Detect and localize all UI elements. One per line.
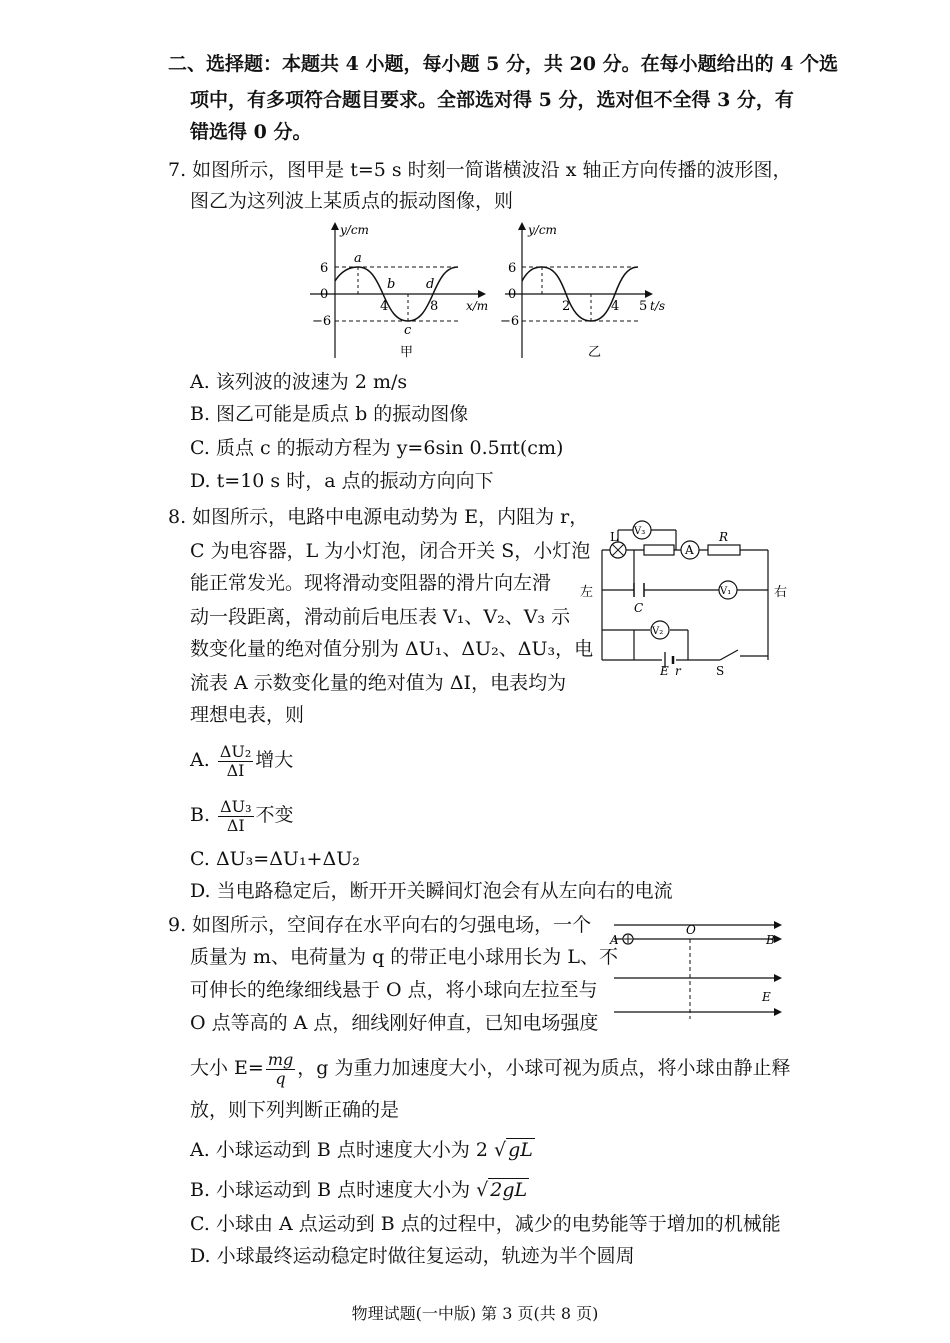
q7-option-b: B. 图乙可能是质点 b 的振动图像 (190, 403, 469, 425)
circuit-label-C: C (634, 601, 644, 615)
q7-vibration-figure (490, 218, 680, 363)
section-header-line3: 错选得 0 分。 (190, 121, 312, 143)
section-header-line1: 二、选择题：本题共 4 小题，每小题 5 分，共 20 分。在每小题给出的 4 个选 (168, 53, 839, 75)
q7b-xtick-2: 2 (562, 299, 571, 314)
q7a-point-d: d (426, 277, 435, 292)
q7a-ytick-6: 6 (320, 261, 329, 276)
q8-stem-line4: 动一段距离，滑动前后电压表 V₁、V₂、V₃ 示 (190, 606, 571, 628)
q7-option-a: A. 该列波的波速为 2 m/s (190, 371, 408, 393)
q7a-point-a: a (354, 251, 362, 266)
q7a-point-b: b (387, 277, 396, 292)
q8-stem-line5: 数变化量的绝对值分别为 ΔU₁、ΔU₂、ΔU₃，电 (190, 638, 594, 660)
q7a-caption: 甲 (400, 345, 414, 360)
q7-stem-line2: 图乙为这列波上某质点的振动图像，则 (190, 190, 514, 212)
q7a-xtick-4: 4 (380, 299, 389, 314)
q8-stem-line3: 能正常发光。现将滑动变阻器的滑片向左滑 (190, 572, 552, 594)
circuit-label-V1: V₁ (720, 586, 732, 597)
q8-option-b: B. $\frac{\text{ΔU₃}}{\Delta I}$ 不变 (190, 796, 294, 835)
q9-option-a: A. 小球运动到 B 点时速度大小为 2 √ gL (190, 1139, 533, 1161)
q9-label-A: A (610, 933, 619, 947)
q7b-xtick-4: 4 (611, 299, 620, 314)
circuit-label-L: L (610, 530, 618, 544)
q8-option-a: A. $\frac{\text{ΔU₂}}{\Delta I}$ 增大 (190, 741, 294, 780)
circuit-label-E: E (660, 664, 669, 678)
q9-option-d: D. 小球最终运动稳定时做往复运动，轨迹为半个圆周 (190, 1245, 635, 1267)
q7b-xtick-5: 5 (639, 299, 648, 314)
q9-option-c: C. 小球由 A 点运动到 B 点的过程中，减少的电势能等于增加的机械能 (190, 1213, 781, 1235)
q9-stem-line1: 9. 如图所示，空间存在水平向右的匀强电场，一个 (168, 914, 592, 936)
q7b-ytick-neg6: −6 (500, 314, 520, 329)
q9-stem-line4: O 点等高的 A 点，细线刚好伸直，已知电场强度 (190, 1012, 599, 1034)
q7b-xlabel: t/s (650, 299, 666, 313)
q8-stem-line1: 8. 如图所示，电路中电源电动势为 E，内阻为 r， (168, 506, 589, 528)
section-header-line2: 项中，有多项符合题目要求。全部选对得 5 分，选对但不全得 3 分，有 (190, 89, 794, 111)
q7a-ytick-neg6: −6 (312, 314, 332, 329)
circuit-label-S: S (716, 664, 725, 678)
q9-option-b: B. 小球运动到 B 点时速度大小为 √ 2gL (190, 1179, 528, 1201)
q9-stem-line6: 放，则下列判断正确的是 (190, 1099, 400, 1121)
q8-option-c: C. ΔU₃=ΔU₁+ΔU₂ (190, 848, 360, 870)
q7b-caption: 乙 (588, 345, 602, 360)
q7a-xlabel: x/m (466, 299, 489, 313)
q7a-ylabel: y/cm (340, 223, 369, 237)
circuit-label-R: R (719, 530, 729, 544)
circuit-label-V2: V₂ (652, 626, 664, 637)
q7a-xtick-8: 8 (430, 299, 439, 314)
page-footer: 物理试题(一中版) 第 3 页(共 8 页) (351, 1304, 599, 1323)
q7-option-d: D. t=10 s 时，a 点的振动方向向下 (190, 470, 494, 492)
circuit-label-right: 右 (774, 585, 788, 600)
q8-stem-line2: C 为电容器，L 为小灯泡，闭合开关 S，小灯泡 (190, 540, 591, 562)
q7b-ytick-6: 6 (508, 261, 517, 276)
q7-wave-figure (300, 218, 500, 363)
q7a-point-c: c (404, 323, 412, 338)
q9-field-figure (608, 915, 788, 1025)
q8-stem-line6: 流表 A 示数变化量的绝对值为 ΔI，电表均为 (190, 672, 567, 694)
q7-option-c: C. 质点 c 的振动方程为 y=6sin 0.5πt(cm) (190, 437, 564, 459)
circuit-label-A: A (685, 543, 694, 557)
q9-label-O: O (686, 923, 696, 937)
q9-label-B: B (766, 933, 775, 947)
q9-stem-line2: 质量为 m、电荷量为 q 的带正电小球用长为 L、不 (190, 946, 618, 968)
q7a-ytick-0: 0 (320, 287, 329, 302)
q9-stem-line5: 大小 E= $\frac{mg}{q}$ ，g 为重力加速度大小，小球可视为质点，将小球由静止释 (190, 1049, 791, 1088)
circuit-label-left: 左 (580, 585, 594, 600)
q8-stem-line7: 理想电表，则 (190, 704, 305, 726)
q9-stem-line3: 可伸长的绝缘细线悬于 O 点，将小球向左拉至与 (190, 979, 598, 1001)
q8-option-d: D. 当电路稳定后，断开开关瞬间灯泡会有从左向右的电流 (190, 880, 673, 902)
q7-stem-line1: 7. 如图所示，图甲是 t=5 s 时刻一简谐横波沿 x 轴正方向传播的波形图， (168, 159, 792, 181)
q7b-ylabel: y/cm (528, 223, 557, 237)
q9-label-E: E (762, 990, 771, 1004)
q7b-ytick-0: 0 (508, 287, 517, 302)
q8-circuit-diagram (578, 510, 798, 685)
circuit-label-V3: V₃ (634, 526, 646, 537)
circuit-label-r: r (675, 664, 681, 678)
